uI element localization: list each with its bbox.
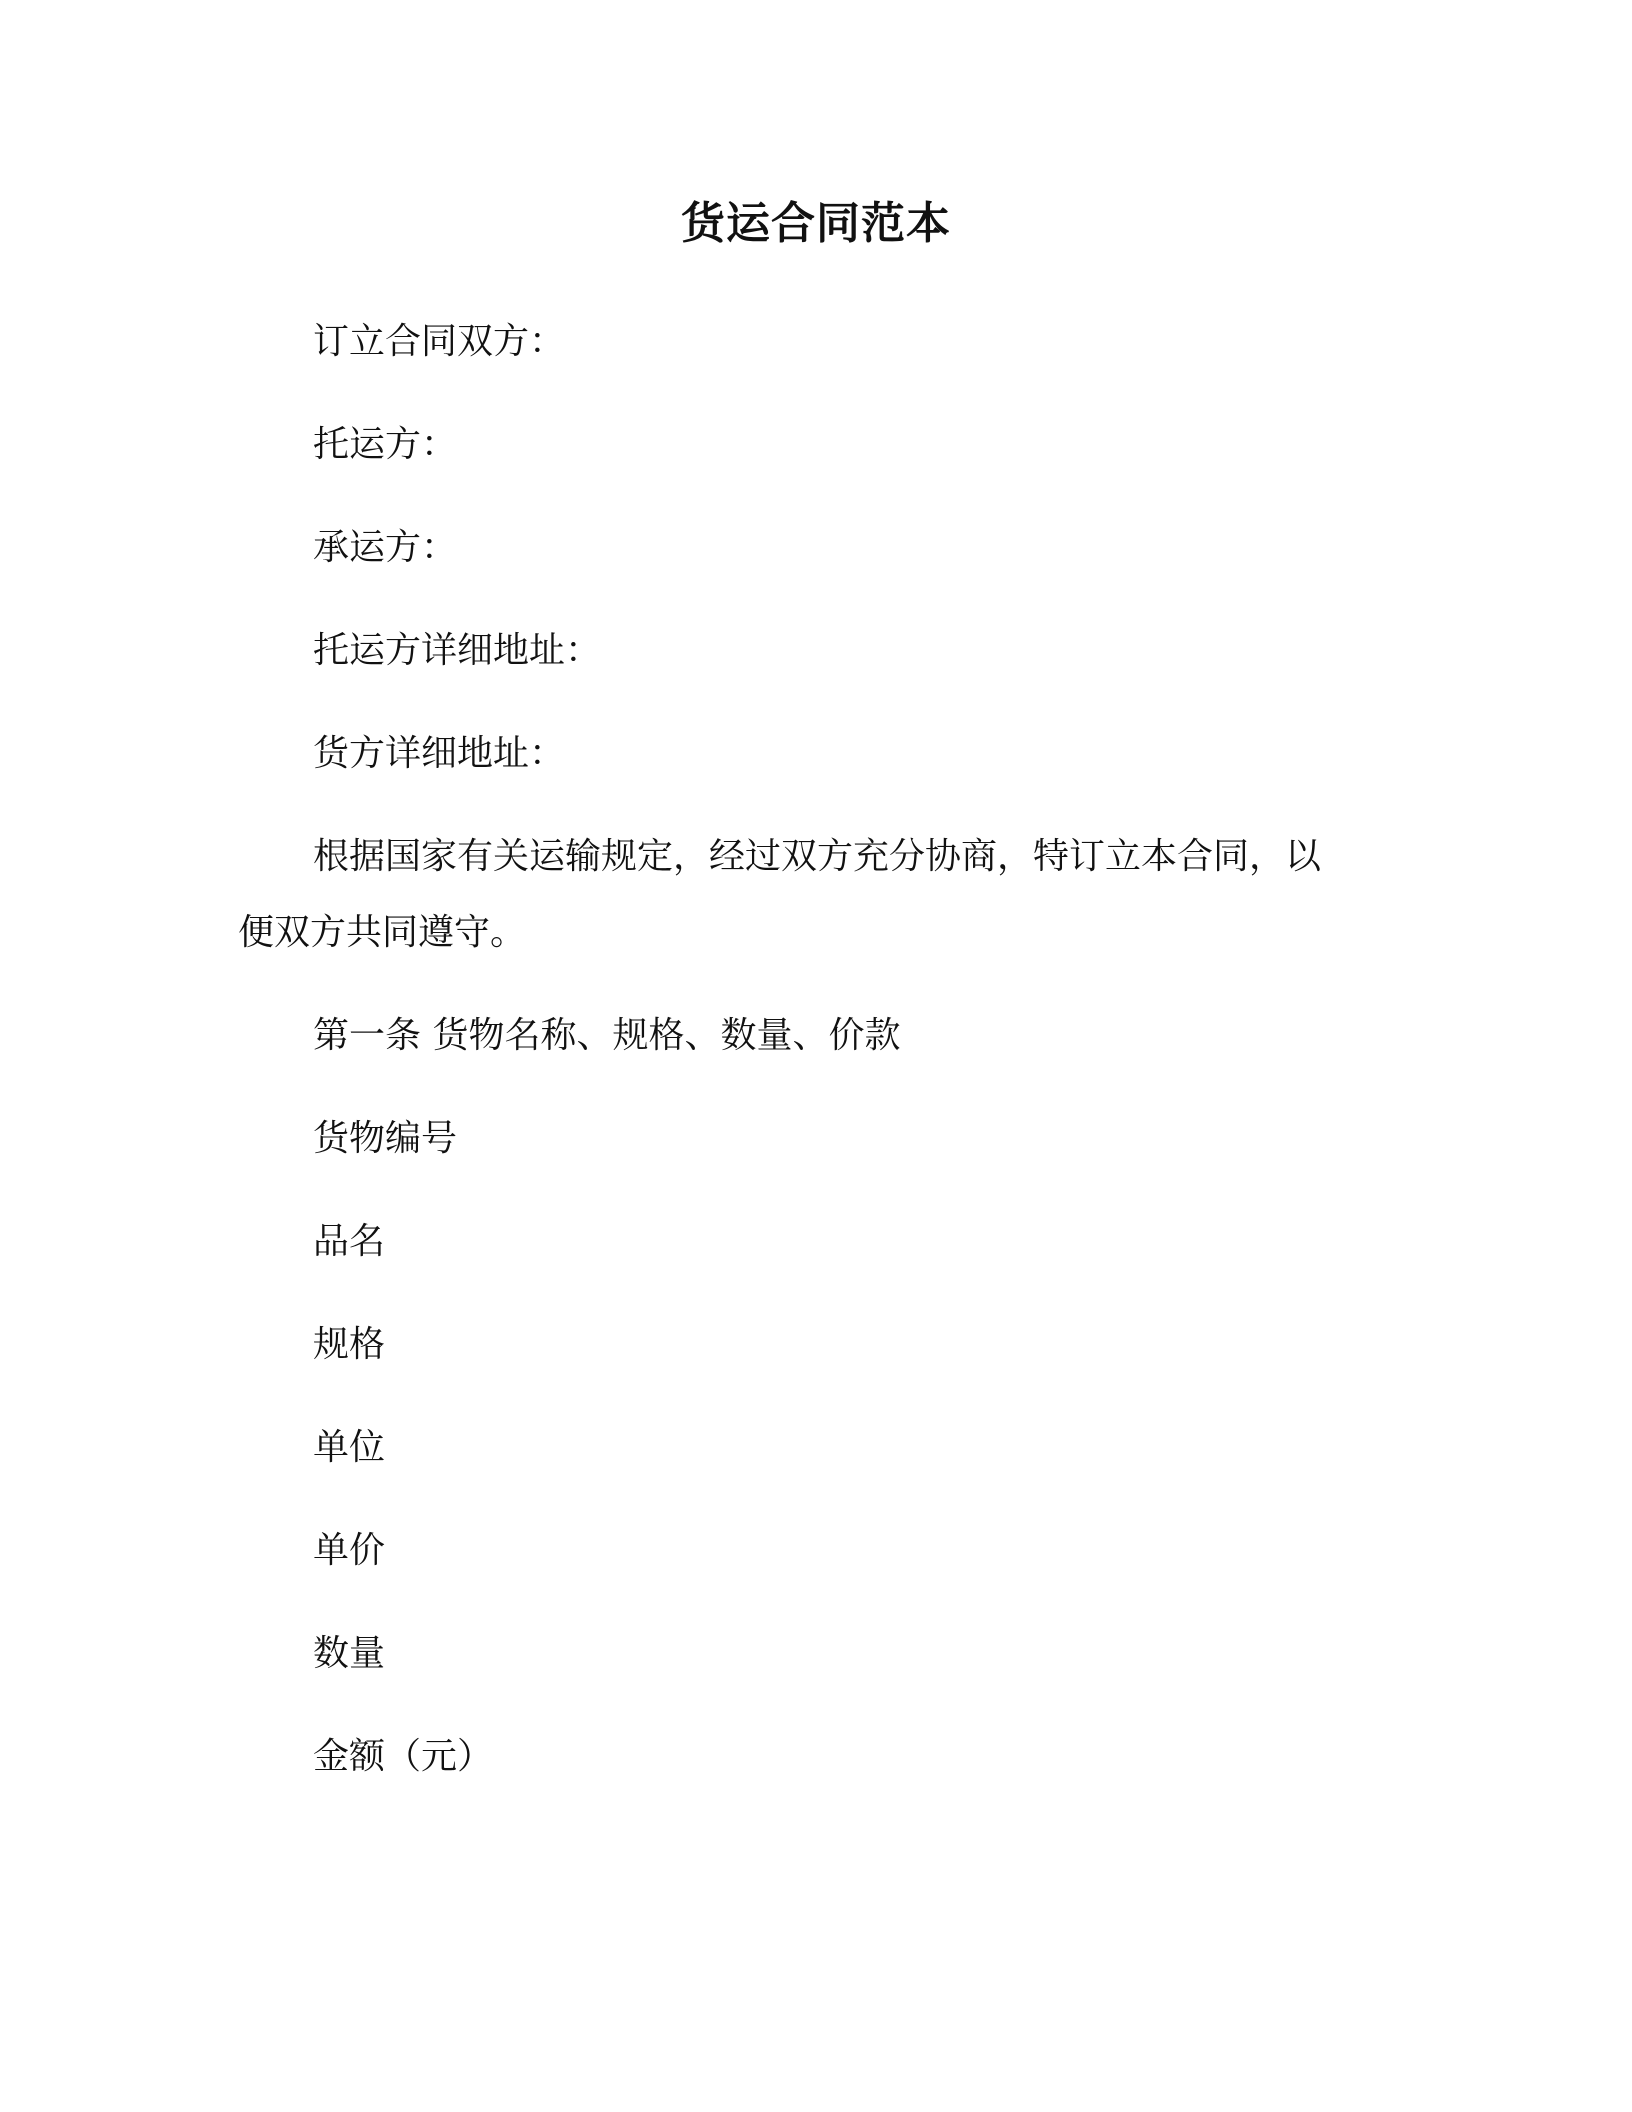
preamble-line-1: 根据国家有关运输规定，经过双方充分协商，特订立本合同，以	[313, 836, 1322, 877]
shipper-address-label: 托运方详细地址：	[313, 630, 602, 671]
field-specification: 规格	[313, 1324, 386, 1365]
shipper-label: 托运方：	[313, 424, 458, 465]
parties-heading: 订立合同双方：	[313, 321, 566, 362]
carrier-label: 承运方：	[313, 527, 458, 568]
preamble-line-2: 便双方共同遵守。	[238, 912, 527, 953]
field-cargo-number: 货物编号	[313, 1118, 458, 1159]
field-product-name: 品名	[313, 1221, 386, 1262]
field-quantity: 数量	[313, 1633, 386, 1674]
field-unit: 单位	[313, 1427, 386, 1468]
field-unit-price: 单价	[313, 1530, 386, 1571]
field-amount: 金额（元）	[313, 1736, 494, 1777]
document-title: 货运合同范本	[681, 198, 951, 249]
cargo-address-label: 货方详细地址：	[313, 733, 566, 774]
article-1-heading: 第一条 货物名称、规格、数量、价款	[313, 1015, 901, 1056]
